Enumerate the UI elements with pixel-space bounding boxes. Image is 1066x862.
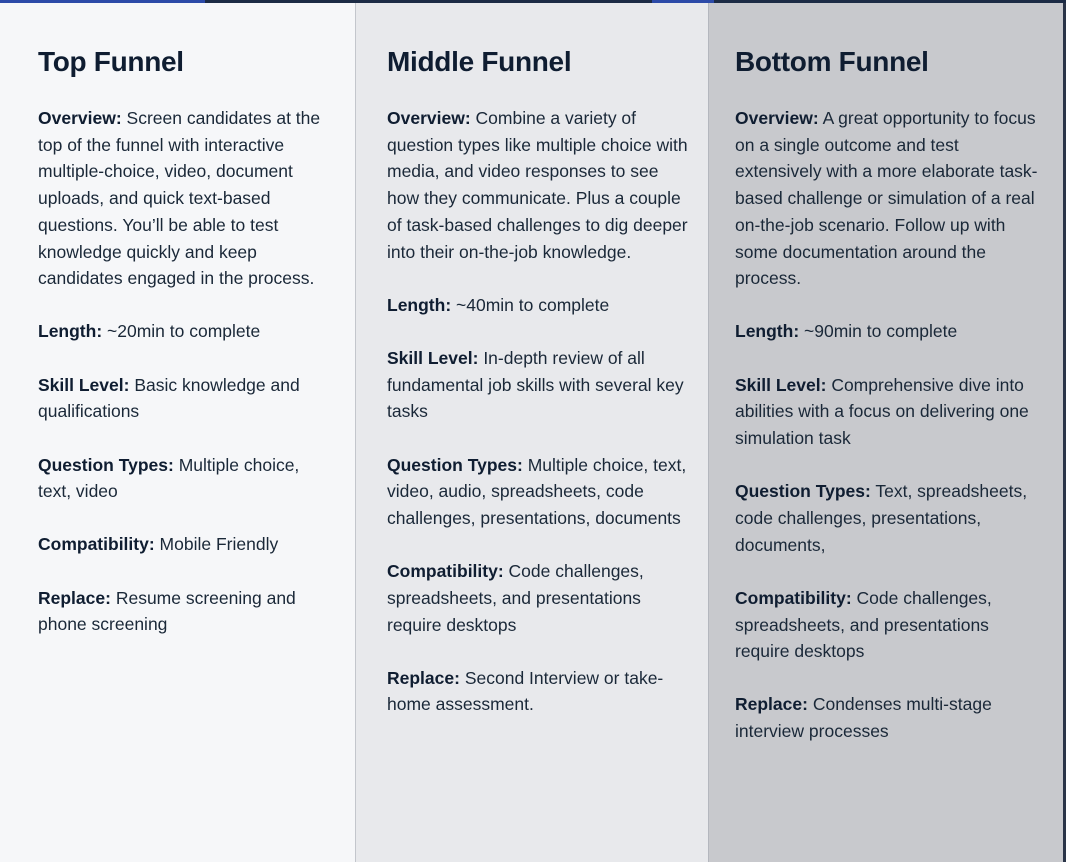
column-bottom-funnel bbox=[709, 0, 1066, 862]
field-text: Text, spreadsheets, code challenges, presentations, documents, bbox=[735, 481, 1028, 555]
field-label: Overview: bbox=[38, 108, 122, 128]
field-label: Compatibility: bbox=[387, 561, 504, 582]
field-text: Screen candidates at the top of the funnel with interactive multiple-choice, video, document uploads, and quick text-based questions. You’ll be able to test knowledge quickly and keep candidates engaged in the process. bbox=[38, 108, 321, 289]
field-text: A great opportunity to focus on a single outcome and test extensively with a more elaborate task-based challenge or simulation of a real on-the-job scenario. Follow up with some documentation around the process. bbox=[735, 108, 1038, 289]
field-text: Multiple choice, text, video bbox=[38, 454, 300, 502]
field-overview bbox=[735, 105, 1045, 292]
field-label: Replace: bbox=[387, 667, 460, 688]
field-compatibility bbox=[735, 585, 1045, 665]
field-label: Length: bbox=[735, 321, 800, 342]
column-title: Top Funnel bbox=[38, 46, 184, 77]
field-text: In-depth review of all fundamental job skills with several key tasks bbox=[387, 347, 684, 422]
field-overview bbox=[387, 105, 688, 265]
field-label: Length: bbox=[387, 294, 452, 315]
column-title: Bottom Funnel bbox=[735, 46, 929, 77]
field-label: Length: bbox=[38, 321, 103, 342]
field-label: Question Types: bbox=[38, 454, 174, 475]
field-text: Resume screening and phone screening bbox=[38, 587, 296, 635]
field-text: Multiple choice, text, video, audio, spreadsheets, code challenges, presentations, documents bbox=[387, 454, 687, 528]
column-top-funnel bbox=[0, 0, 355, 862]
field-replace bbox=[38, 585, 331, 638]
field-question-types bbox=[38, 452, 331, 505]
field-skill-level bbox=[38, 372, 331, 425]
field-text: Code challenges, spreadsheets, and presentations require desktops bbox=[387, 561, 644, 635]
field-question-types bbox=[387, 452, 688, 532]
field-text: Basic knowledge and qualifications bbox=[38, 374, 300, 422]
column-title: Middle Funnel bbox=[387, 46, 572, 77]
field-label: Skill Level: bbox=[387, 347, 479, 368]
field-text: Second Interview or take-home assessment. bbox=[387, 667, 664, 715]
field-text: ~40min to complete bbox=[456, 294, 610, 315]
field-label: Skill Level: bbox=[735, 374, 827, 395]
top-border-accent bbox=[0, 0, 205, 3]
field-text: Comprehensive dive into abilities with a focus on delivering one simulation task bbox=[735, 374, 1029, 449]
field-compatibility bbox=[387, 558, 688, 638]
field-label: Overview: bbox=[387, 108, 471, 128]
field-text: Combine a variety of question types like multiple choice with media, and video responses to see how they communicate. Plus a couple of task-based challenges to dig deeper into their on-the-job knowledge. bbox=[387, 108, 688, 262]
field-text: Condenses multi-stage interview processes bbox=[735, 694, 992, 742]
field-label: Skill Level: bbox=[38, 374, 130, 395]
top-border bbox=[0, 0, 1066, 3]
field-skill-level bbox=[735, 372, 1045, 452]
field-text: ~90min to complete bbox=[804, 321, 958, 342]
field-overview bbox=[38, 105, 331, 292]
field-compatibility bbox=[38, 531, 331, 558]
top-border-accent bbox=[652, 0, 714, 3]
field-length bbox=[735, 318, 1045, 345]
field-replace bbox=[735, 691, 1045, 744]
field-label: Compatibility: bbox=[735, 587, 852, 608]
field-text: Mobile Friendly bbox=[159, 534, 279, 555]
field-length bbox=[38, 318, 331, 345]
field-label: Question Types: bbox=[387, 454, 523, 475]
field-skill-level bbox=[387, 345, 688, 425]
field-text: Code challenges, spreadsheets, and presentations require desktops bbox=[735, 587, 992, 662]
field-replace bbox=[387, 665, 688, 718]
column-middle-funnel bbox=[355, 0, 709, 862]
field-text: ~20min to complete bbox=[107, 321, 261, 342]
field-label: Overview: bbox=[735, 108, 819, 128]
field-label: Replace: bbox=[735, 694, 808, 715]
field-label: Replace: bbox=[38, 587, 111, 608]
field-label: Question Types: bbox=[735, 481, 871, 502]
field-length bbox=[387, 292, 688, 319]
field-label: Compatibility: bbox=[38, 534, 155, 555]
field-question-types bbox=[735, 478, 1045, 558]
